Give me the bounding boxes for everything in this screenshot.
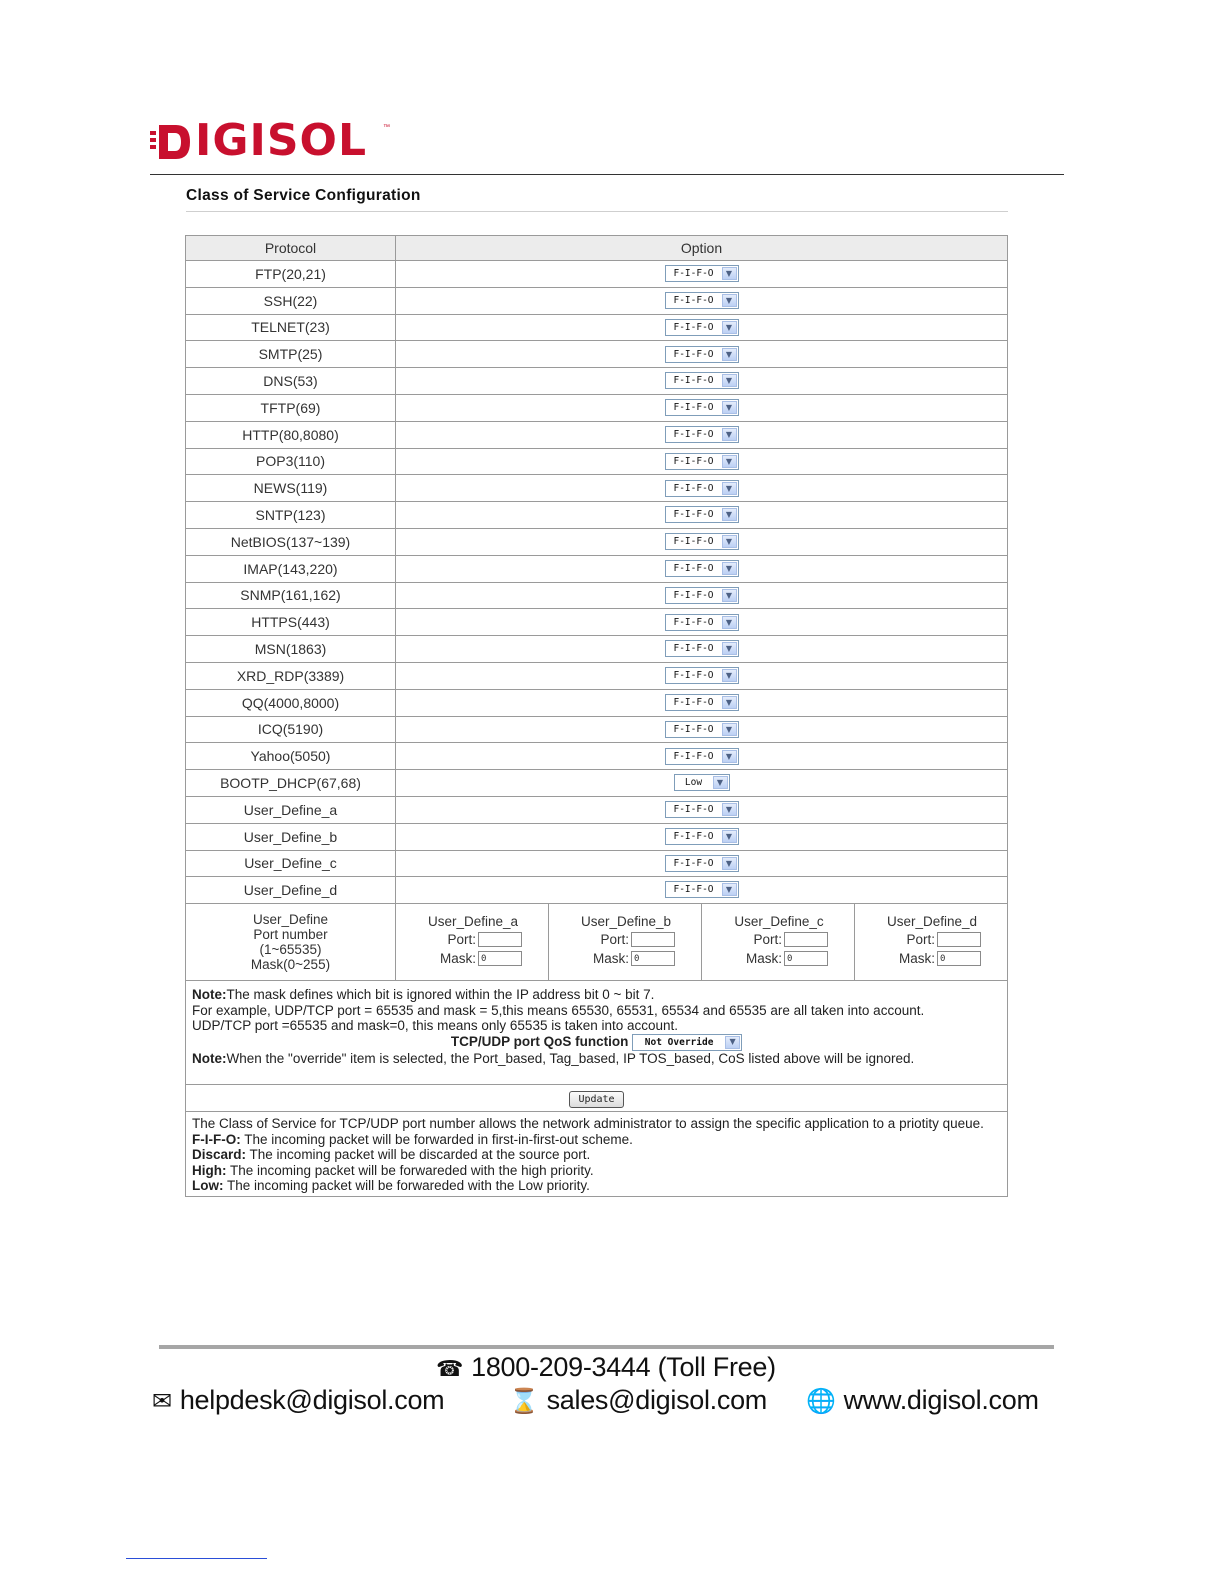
- footer-link-rule: [126, 1558, 267, 1559]
- option-cell: [396, 743, 1008, 770]
- priority-select[interactable]: [665, 881, 739, 898]
- user-define-d-title: User_Define_d: [886, 914, 978, 930]
- option-cell: [396, 636, 1008, 663]
- footer-sales: [509, 1385, 767, 1416]
- protocol-name: TELNET(23): [186, 314, 396, 341]
- table-row: [186, 770, 1008, 797]
- chevron-down-icon: ▼: [722, 669, 737, 682]
- option-header: Option: [396, 236, 1008, 261]
- title-divider: [186, 211, 1008, 212]
- user-define-d-mask-input[interactable]: 0: [937, 951, 981, 966]
- option-cell: [396, 823, 1008, 850]
- chevron-down-icon: ▼: [722, 883, 737, 896]
- priority-select[interactable]: [665, 506, 739, 523]
- priority-value: F-I-F-O: [673, 696, 714, 708]
- description-text: The incoming packet will be forwareded with the Low priority.: [223, 1178, 590, 1194]
- priority-value: F-I-F-O: [673, 294, 714, 306]
- table-row: [186, 609, 1008, 636]
- table-row: [186, 877, 1008, 904]
- port-label: Port:: [906, 932, 935, 948]
- table-header-row: [186, 236, 1008, 261]
- priority-select[interactable]: [665, 533, 739, 550]
- option-cell: [396, 261, 1008, 288]
- option-cell: [396, 475, 1008, 502]
- option-cell: [396, 770, 1008, 797]
- footer-phone: [436, 1352, 776, 1383]
- option-cell: [396, 850, 1008, 877]
- priority-value: F-I-F-O: [673, 562, 714, 574]
- user-define-b-port-input[interactable]: [631, 932, 675, 947]
- note-example: For example, UDP/TCP port = 65535 and mask = 5,this means 65530, 65531, 65534 and 65535 are all taken into account.: [192, 1002, 925, 1018]
- protocol-name: SNTP(123): [186, 502, 396, 529]
- qos-function-select[interactable]: [632, 1034, 742, 1051]
- description-term: High:: [192, 1162, 227, 1178]
- protocol-name: NEWS(119): [186, 475, 396, 502]
- user-define-b-cell: [549, 904, 702, 981]
- brand-trademark: ™: [383, 124, 390, 131]
- priority-select[interactable]: [665, 801, 739, 818]
- protocol-name: HTTPS(443): [186, 609, 396, 636]
- digisol-logo-d-mark: [150, 123, 194, 161]
- user-define-a-title: User_Define_a: [427, 914, 519, 930]
- chevron-down-icon: ▼: [722, 508, 737, 521]
- user-define-b-title: User_Define_b: [580, 914, 672, 930]
- table-row: [186, 475, 1008, 502]
- user-define-c-port-input[interactable]: [784, 932, 828, 947]
- priority-value: F-I-F-O: [673, 643, 714, 655]
- table-row: [186, 448, 1008, 475]
- user-define-b-mask-input[interactable]: 0: [631, 951, 675, 966]
- priority-select[interactable]: [665, 587, 739, 604]
- protocol-name: IMAP(143,220): [186, 555, 396, 582]
- description-text: The incoming packet will be forwareded with the high priority.: [226, 1162, 594, 1178]
- notes-row: [186, 981, 1008, 1085]
- option-cell: [396, 502, 1008, 529]
- user-define-port-heading: [186, 904, 396, 981]
- table-row: [186, 689, 1008, 716]
- table-row: [186, 850, 1008, 877]
- chevron-down-icon: ▼: [722, 374, 737, 387]
- priority-select[interactable]: [665, 319, 739, 336]
- priority-select[interactable]: [665, 399, 739, 416]
- option-cell: [396, 877, 1008, 904]
- priority-value: F-I-F-O: [673, 723, 714, 735]
- port-label: Port:: [753, 932, 782, 948]
- footer-web: [806, 1385, 1039, 1416]
- mask-label: Mask:: [439, 951, 476, 967]
- table-row: [186, 743, 1008, 770]
- priority-select[interactable]: [665, 667, 739, 684]
- user-define-d-port-input[interactable]: [937, 932, 981, 947]
- chevron-down-icon: ▼: [722, 803, 737, 816]
- port-label: Port:: [447, 932, 476, 948]
- table-row: [186, 636, 1008, 663]
- description-term: Discard:: [192, 1147, 247, 1163]
- globe-icon: 🌐: [806, 1386, 836, 1415]
- ud-head-line: (1~65535): [259, 942, 322, 958]
- port-label: Port:: [600, 932, 629, 948]
- option-cell: [396, 582, 1008, 609]
- footer-email: [152, 1385, 444, 1416]
- priority-select[interactable]: [665, 372, 739, 389]
- table-row: [186, 368, 1008, 395]
- priority-value: F-I-F-O: [673, 455, 714, 467]
- priority-value: F-I-F-O: [673, 482, 714, 494]
- priority-value: F-I-F-O: [673, 884, 714, 896]
- protocol-name: SSH(22): [186, 287, 396, 314]
- option-cell: [396, 689, 1008, 716]
- user-define-d-cell: [855, 904, 1008, 981]
- protocol-name: TFTP(69): [186, 394, 396, 421]
- ud-head-line: User_Define: [252, 912, 329, 928]
- priority-select[interactable]: [665, 453, 739, 470]
- footer-sales-text[interactable]: sales@digisol.com: [546, 1385, 767, 1415]
- note-override-text: When the "override" item is selected, the Port_based, Tag_based, IP TOS_based, CoS listed above will be ignored.: [226, 1050, 915, 1066]
- priority-value: F-I-F-O: [673, 509, 714, 521]
- chevron-down-icon: ▼: [722, 267, 737, 280]
- user-define-row: [186, 904, 1008, 981]
- user-define-c-title: User_Define_c: [734, 914, 824, 930]
- priority-select[interactable]: [665, 614, 739, 631]
- priority-value: F-I-F-O: [673, 402, 714, 414]
- option-cell: [396, 528, 1008, 555]
- table-row: [186, 823, 1008, 850]
- chevron-down-icon: ▼: [722, 830, 737, 843]
- protocol-name: XRD_RDP(3389): [186, 662, 396, 689]
- option-cell: [396, 448, 1008, 475]
- option-cell: [396, 287, 1008, 314]
- protocol-name: User_Define_a: [186, 796, 396, 823]
- chevron-down-icon: ▼: [722, 428, 737, 441]
- option-cell: [396, 609, 1008, 636]
- description-intro: The Class of Service for TCP/UDP port number allows the network administrator to assign the specific application to a priotity queue.: [192, 1116, 984, 1132]
- table-row: [186, 314, 1008, 341]
- table-row: [186, 528, 1008, 555]
- update-row: [186, 1085, 1008, 1112]
- table-row: [186, 394, 1008, 421]
- table-row: [186, 716, 1008, 743]
- table-row: [186, 421, 1008, 448]
- chevron-down-icon: ▼: [722, 750, 737, 763]
- priority-select[interactable]: [674, 774, 730, 791]
- priority-value: F-I-F-O: [673, 670, 714, 682]
- table-row: [186, 582, 1008, 609]
- protocol-header: Protocol: [186, 236, 396, 261]
- option-cell: [396, 716, 1008, 743]
- priority-value: F-I-F-O: [673, 428, 714, 440]
- user-define-a-cell: [396, 904, 549, 981]
- qos-function-value: Not Override: [644, 1036, 714, 1048]
- chevron-down-icon: ▼: [722, 589, 737, 602]
- priority-value: F-I-F-O: [673, 321, 714, 333]
- update-button[interactable]: Update: [569, 1091, 623, 1108]
- ud-head-line: Port number: [253, 927, 328, 943]
- protocol-name: User_Define_b: [186, 823, 396, 850]
- chevron-down-icon: ▼: [722, 535, 737, 548]
- mask-label: Mask:: [745, 951, 782, 967]
- note-example-2: UDP/TCP port =65535 and mask=0, this means only 65535 is taken into account.: [192, 1018, 679, 1034]
- chevron-down-icon: ▼: [722, 348, 737, 361]
- protocol-name: POP3(110): [186, 448, 396, 475]
- priority-value: F-I-F-O: [673, 536, 714, 548]
- table-row: [186, 662, 1008, 689]
- qos-function-row: [192, 1034, 1001, 1051]
- table-row: [186, 341, 1008, 368]
- chevron-down-icon: ▼: [725, 1036, 740, 1049]
- option-cell: [396, 368, 1008, 395]
- chevron-down-icon: ▼: [722, 482, 737, 495]
- protocol-name: FTP(20,21): [186, 261, 396, 288]
- protocol-name: QQ(4000,8000): [186, 689, 396, 716]
- chevron-down-icon: ▼: [722, 616, 737, 629]
- protocol-name: User_Define_d: [186, 877, 396, 904]
- table-row: [186, 502, 1008, 529]
- protocol-name: MSN(1863): [186, 636, 396, 663]
- note-label: Note:: [192, 1050, 227, 1066]
- priority-select[interactable]: [665, 855, 739, 872]
- priority-select[interactable]: [665, 426, 739, 443]
- protocol-name: SNMP(161,162): [186, 582, 396, 609]
- priority-select[interactable]: [665, 748, 739, 765]
- protocol-name: HTTP(80,8080): [186, 421, 396, 448]
- cos-table: [185, 235, 1008, 1197]
- priority-value: F-I-F-O: [673, 750, 714, 762]
- chevron-down-icon: ▼: [722, 723, 737, 736]
- priority-value: F-I-F-O: [673, 268, 714, 280]
- option-cell: [396, 394, 1008, 421]
- description-row: [186, 1112, 1008, 1197]
- priority-value: F-I-F-O: [673, 589, 714, 601]
- priority-value: F-I-F-O: [673, 830, 714, 842]
- notes-cell: [186, 981, 1008, 1085]
- priority-value: Low: [684, 777, 703, 789]
- update-cell: [186, 1085, 1008, 1112]
- priority-select[interactable]: [665, 640, 739, 657]
- priority-select[interactable]: [665, 480, 739, 497]
- priority-select[interactable]: [665, 560, 739, 577]
- footer-email-text[interactable]: helpdesk@digisol.com: [179, 1385, 445, 1415]
- user-define-a-mask-input[interactable]: 0: [478, 951, 522, 966]
- ud-head-line: Mask(0~255): [250, 957, 331, 973]
- option-cell: [396, 662, 1008, 689]
- protocol-name: ICQ(5190): [186, 716, 396, 743]
- table-row: [186, 796, 1008, 823]
- description-text: The incoming packet will be discarded at the source port.: [246, 1147, 591, 1163]
- priority-select[interactable]: [665, 694, 739, 711]
- description-term: Low:: [192, 1178, 224, 1194]
- priority-value: F-I-F-O: [673, 616, 714, 628]
- table-row: [186, 287, 1008, 314]
- priority-value: F-I-F-O: [673, 348, 714, 360]
- option-cell: [396, 421, 1008, 448]
- footer-divider: [159, 1345, 1054, 1349]
- priority-value: F-I-F-O: [673, 804, 714, 816]
- description-cell: [186, 1112, 1008, 1197]
- priority-select[interactable]: [665, 265, 739, 282]
- option-cell: [396, 555, 1008, 582]
- note-mask-text: The mask defines which bit is ignored within the IP address bit 0 ~ bit 7.: [226, 987, 655, 1003]
- phone-icon: ☎: [436, 1357, 464, 1382]
- priority-value: F-I-F-O: [673, 375, 714, 387]
- brand-name: IGISOL: [195, 115, 367, 166]
- footer-web-text[interactable]: www.digisol.com: [843, 1385, 1039, 1415]
- protocol-name: BOOTP_DHCP(67,68): [186, 770, 396, 797]
- mask-label: Mask:: [592, 951, 629, 967]
- priority-value: F-I-F-O: [673, 857, 714, 869]
- description-term: F-I-F-O:: [192, 1131, 241, 1147]
- protocol-name: Yahoo(5050): [186, 743, 396, 770]
- chevron-down-icon: ▼: [722, 401, 737, 414]
- footer-phone-text: 1800-209-3444 (Toll Free): [471, 1352, 776, 1382]
- user-define-c-cell: [702, 904, 855, 981]
- option-cell: [396, 341, 1008, 368]
- mail-icon: ✉: [152, 1386, 172, 1415]
- header-divider: [150, 174, 1064, 175]
- priority-select[interactable]: [665, 721, 739, 738]
- protocol-name: DNS(53): [186, 368, 396, 395]
- user-define-a-port-input[interactable]: [478, 932, 522, 947]
- chevron-down-icon: ▼: [722, 857, 737, 870]
- hourglass-icon: ⌛: [509, 1386, 539, 1415]
- description-text: The incoming packet will be forwarded in first-in-first-out scheme.: [240, 1131, 633, 1147]
- priority-select[interactable]: [665, 292, 739, 309]
- user-define-c-mask-input[interactable]: 0: [784, 951, 828, 966]
- option-cell: [396, 314, 1008, 341]
- priority-select[interactable]: [665, 828, 739, 845]
- chevron-down-icon: ▼: [722, 294, 737, 307]
- table-row: [186, 261, 1008, 288]
- chevron-down-icon: ▼: [722, 321, 737, 334]
- chevron-down-icon: ▼: [722, 455, 737, 468]
- chevron-down-icon: ▼: [722, 696, 737, 709]
- chevron-down-icon: ▼: [722, 562, 737, 575]
- priority-select[interactable]: [665, 346, 739, 363]
- table-row: [186, 555, 1008, 582]
- protocol-name: NetBIOS(137~139): [186, 528, 396, 555]
- option-cell: [396, 796, 1008, 823]
- chevron-down-icon: ▼: [722, 642, 737, 655]
- note-label: Note:: [192, 987, 227, 1003]
- chevron-down-icon: ▼: [713, 776, 728, 789]
- protocol-name: User_Define_c: [186, 850, 396, 877]
- page-title: Class of Service Configuration: [186, 187, 421, 204]
- qos-function-label: TCP/UDP port QoS function: [450, 1033, 629, 1049]
- protocol-name: SMTP(25): [186, 341, 396, 368]
- mask-label: Mask:: [898, 951, 935, 967]
